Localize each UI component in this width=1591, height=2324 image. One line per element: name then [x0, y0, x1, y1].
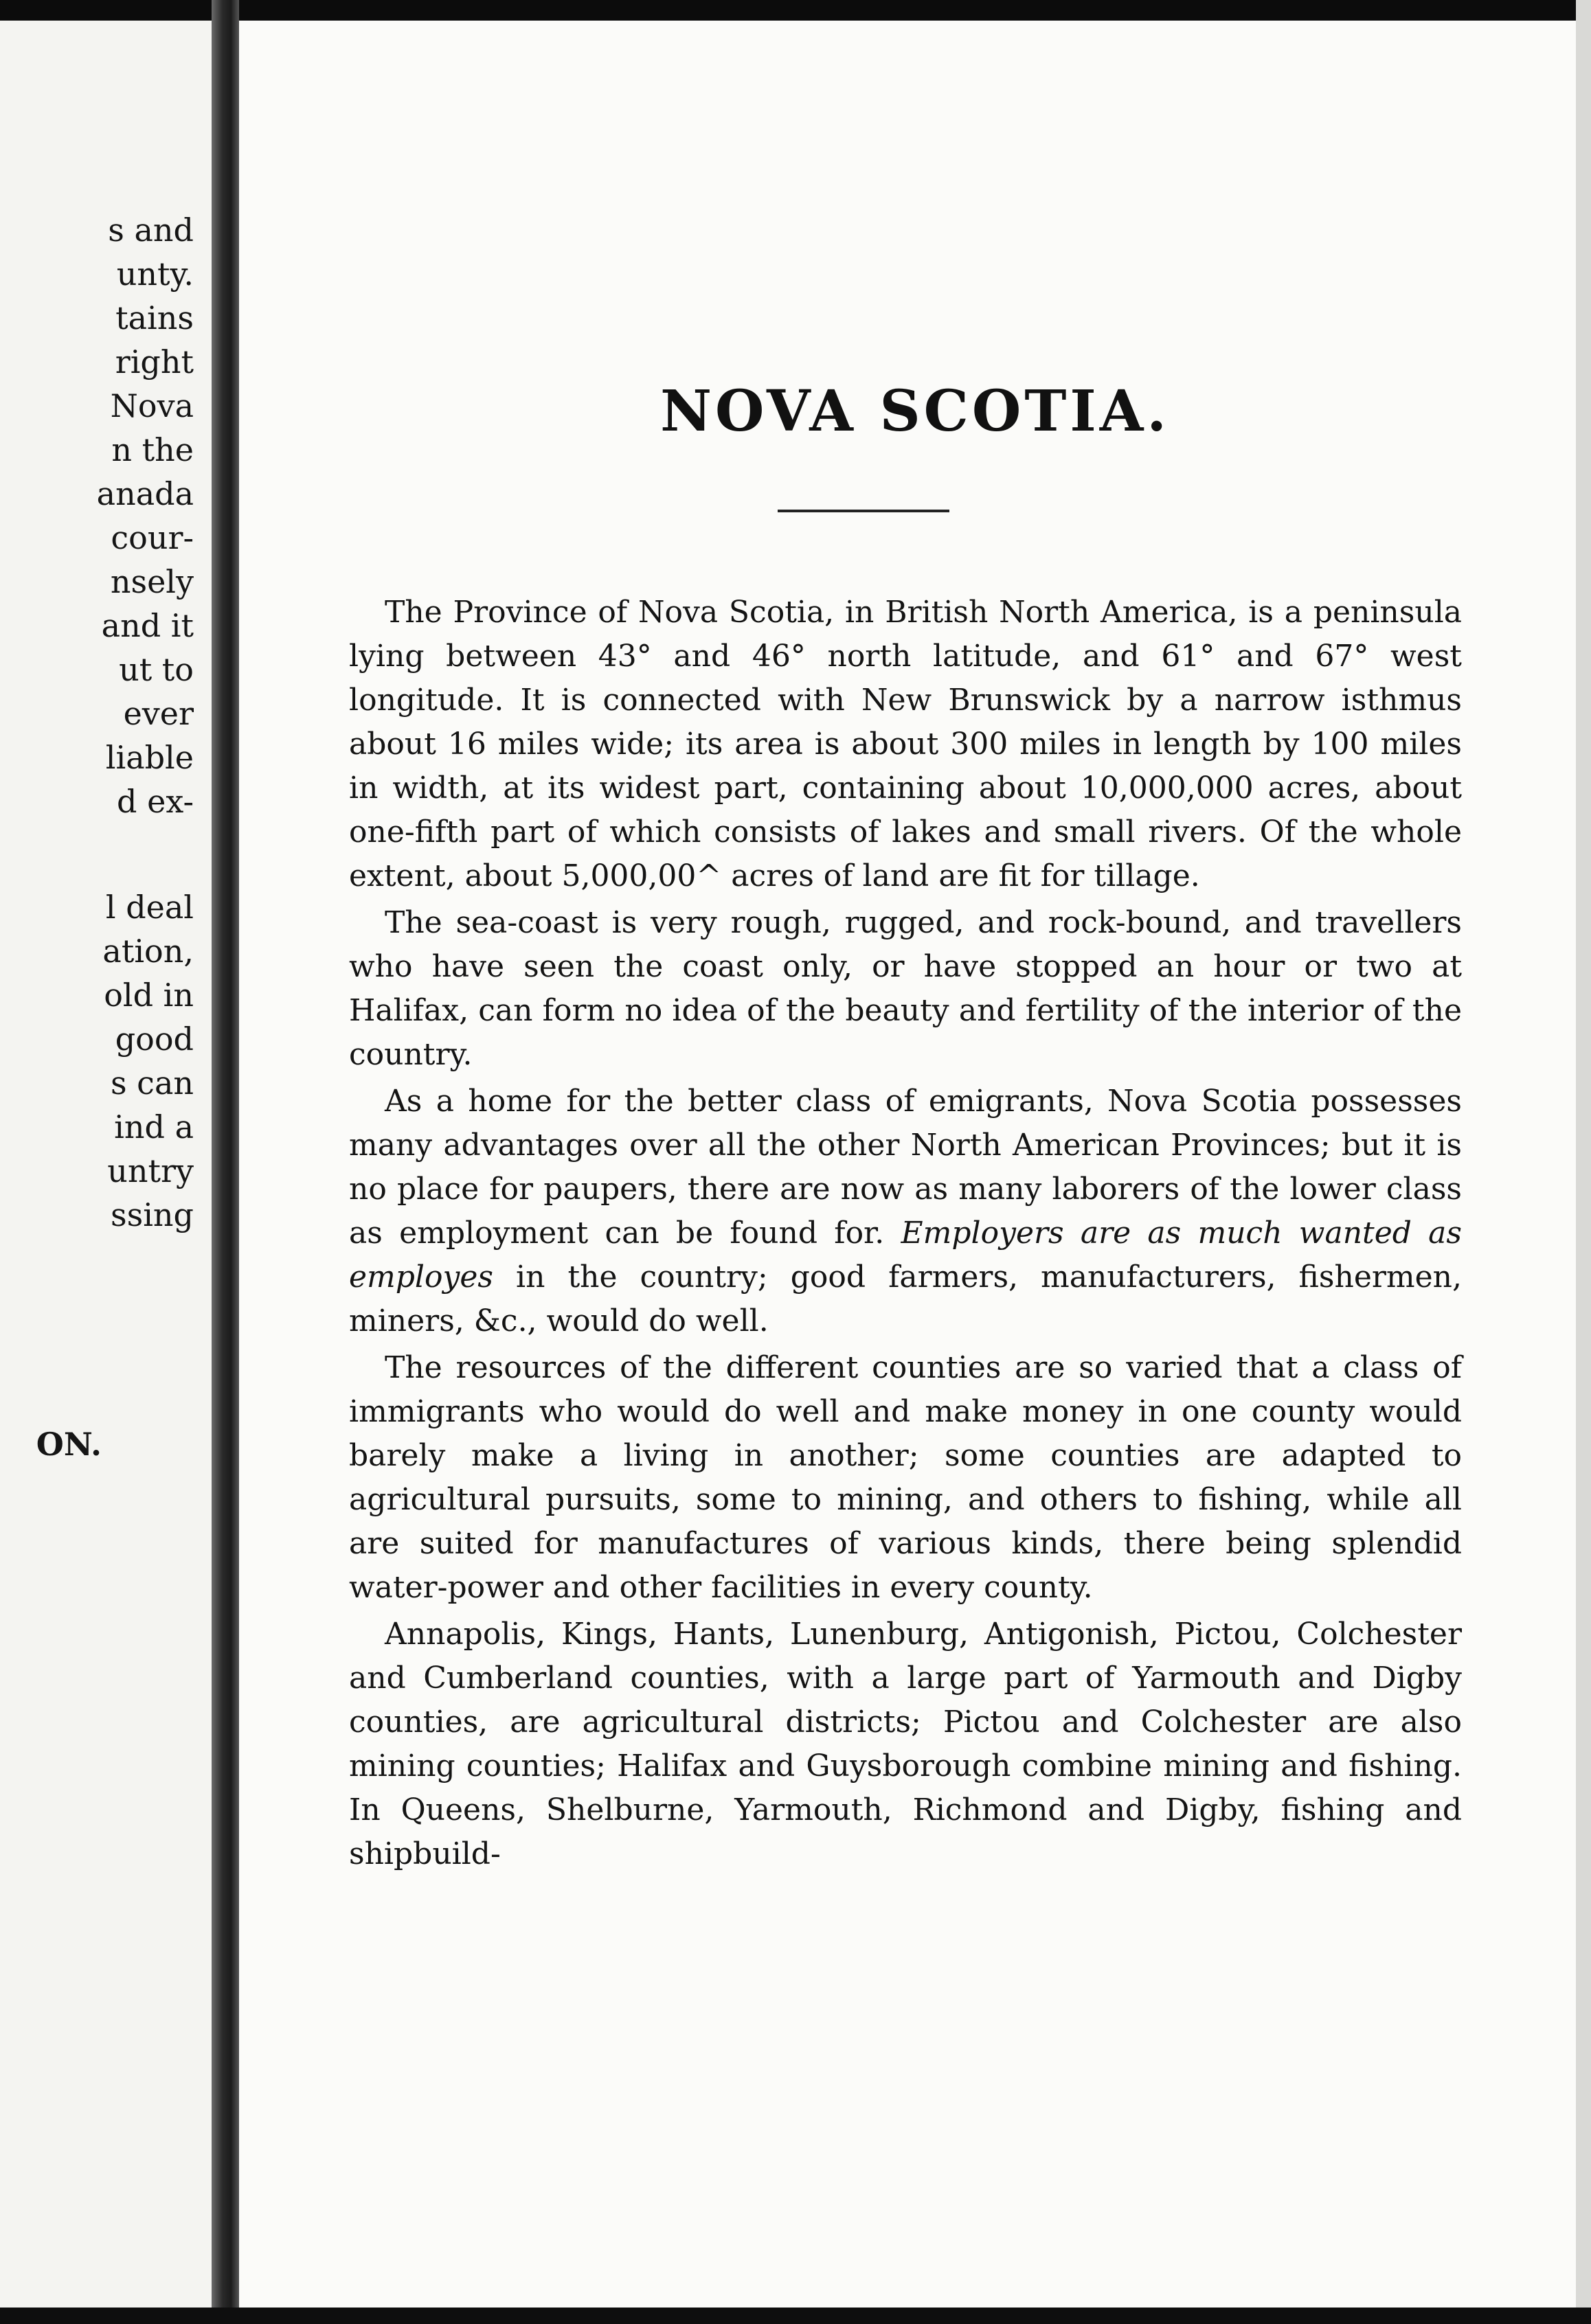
- left-fragment: anada: [96, 475, 194, 512]
- paragraph: The resources of the different counties are so varied that a class of immigrants who would do well and make money in one county would barely make a living in another; some counties are adapted to agricultural pursuits, some to mining, and others to fishing, while all are suited for manufactures of various kinds, there being splendid water-power and other facilities in every county.: [349, 1350, 1462, 1605]
- left-fragment: ssing: [111, 1196, 194, 1233]
- left-page: [0, 21, 212, 2308]
- paragraph: The sea-coast is very rough, rugged, and rock-bound, and travellers who have seen the coast only, or have stopped an hour or two at Halifax, can form no idea of the beauty and fertility of the interior of the country.: [349, 905, 1462, 1072]
- paragraph: The Province of Nova Scotia, in British North America, is a peninsula lying between 43° and 46° north latitude, and 61° and 67° west longitude. It is connected with New Brunswick by a narrow isthmus about 16 miles wide; its area is about 300 miles in length by 100 miles in width, at its widest part, containing about 10,000,000 acres, about one-fifth part of which consists of lakes and small rivers. Of the whole extent, about 5,000,00^ acres of land are fit for tillage.: [349, 595, 1462, 893]
- right-page: [239, 21, 1591, 2308]
- emphasized-text: Employers are as much wanted as employes: [349, 1216, 1462, 1295]
- left-fragment: good: [115, 1021, 194, 1058]
- title-divider: [778, 510, 949, 512]
- left-fragment: nsely: [110, 563, 194, 600]
- left-fragment: l deal: [105, 889, 194, 926]
- left-fragment: tains: [115, 299, 194, 337]
- left-fragment: liable: [105, 739, 194, 776]
- page-edge: [1576, 0, 1591, 2324]
- left-fragment: unty.: [116, 255, 194, 293]
- page-title: NOVA SCOTIA.: [660, 378, 1170, 444]
- body-text: [349, 591, 1462, 1876]
- paragraph-text: in the country; good farmers, manufacturers, fishermen, miners, &c., would do well.: [349, 1260, 1462, 1338]
- left-fragment: untry: [107, 1152, 194, 1189]
- scan-bottom-border: [0, 2308, 1591, 2324]
- left-fragment: and it: [101, 607, 194, 644]
- left-fragment: d ex-: [117, 783, 194, 820]
- left-fragment: ind a: [114, 1108, 194, 1146]
- left-fragment: ever: [123, 695, 194, 732]
- left-fragment: old in: [104, 977, 194, 1014]
- book-gutter: [212, 0, 239, 2324]
- left-fragment: s can: [110, 1064, 194, 1102]
- left-fragment: Nova: [110, 387, 194, 424]
- paragraph: [349, 1080, 1462, 1343]
- left-fragment-heading: ON.: [36, 1426, 102, 1463]
- paragraph: Annapolis, Kings, Hants, Lunenburg, Antigonish, Pictou, Colchester and Cumberland counties, with a large part of Yarmouth and Digby counties, are agricultural districts; Pictou and Colchester are also mining counties; Halifax and Guysborough combine mining and fishing. In Queens, Shelburne, Yarmouth, Richmond and Digby, fishing and shipbuild-: [349, 1617, 1462, 1871]
- left-fragment: cour-: [111, 519, 194, 556]
- left-fragment: s and: [108, 212, 194, 249]
- left-fragment: right: [115, 343, 194, 380]
- left-fragment: ut to: [119, 651, 194, 688]
- left-fragment: ation,: [102, 933, 194, 970]
- paragraph-text: As a home for the better class of emigrants, Nova Scotia possesses many advantages over all the other North American Provinces; but it is no place for paupers, there are now as many laborers of the lower class as employment can be found for.: [349, 1084, 1462, 1251]
- left-fragment: n the: [111, 431, 194, 468]
